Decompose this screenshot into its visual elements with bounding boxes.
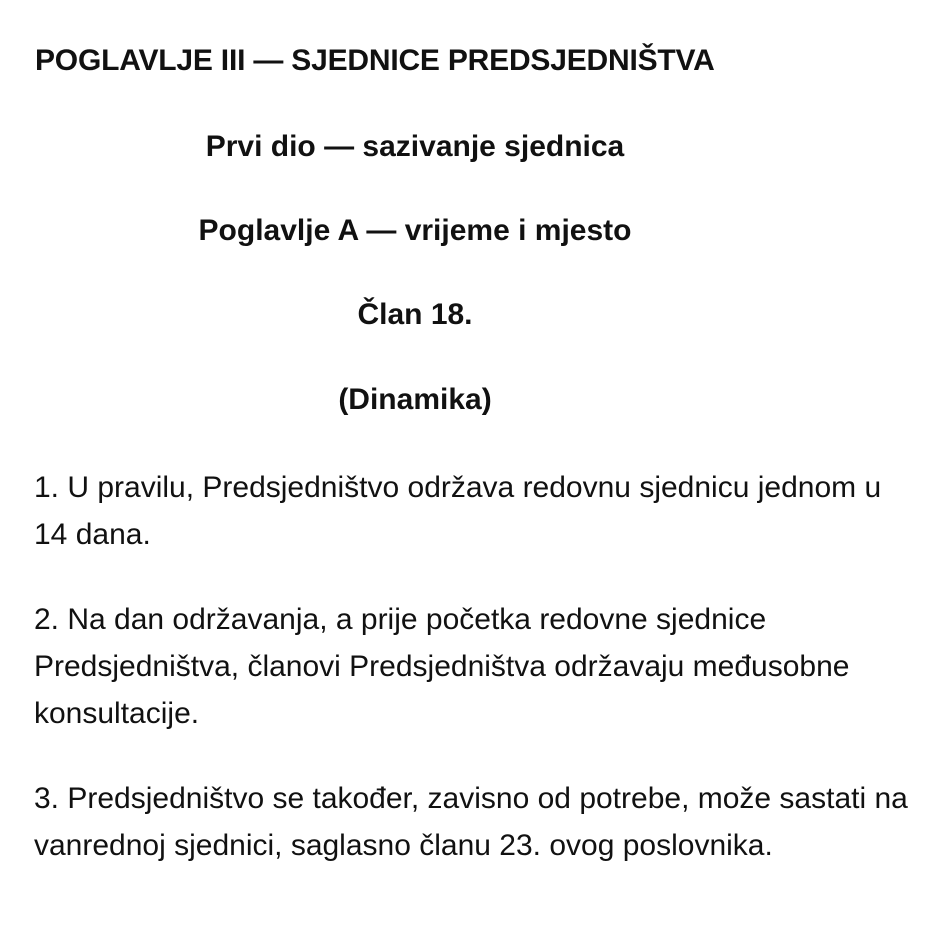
paragraph-2: 2. Na dan održavanja, a prije početka redovne sjednice Predsjedništva, članovi Predsjedništva održavaju međusobne konsultacije.: [34, 603, 850, 730]
part-heading: Prvi dio — sazivanje sjednica: [205, 130, 625, 163]
paragraph-3: 3. Predsjedništvo se također, zavisno od potrebe, može sastati na vanrednoj sjednici, saglasno članu 23. ovog poslovnika.: [34, 782, 908, 862]
paragraph-1: 1. U pravilu, Predsjedništvo održava redovnu sjednicu jednom u 14 dana.: [34, 471, 882, 551]
article-number: Član 18.: [357, 298, 473, 331]
subchapter-heading: Poglavlje A — vrijeme i mjesto: [198, 214, 632, 247]
article-title: (Dinamika): [338, 383, 492, 416]
chapter-heading: POGLAVLJE III — SJEDNICE PREDSJEDNIŠTVA: [35, 44, 715, 77]
